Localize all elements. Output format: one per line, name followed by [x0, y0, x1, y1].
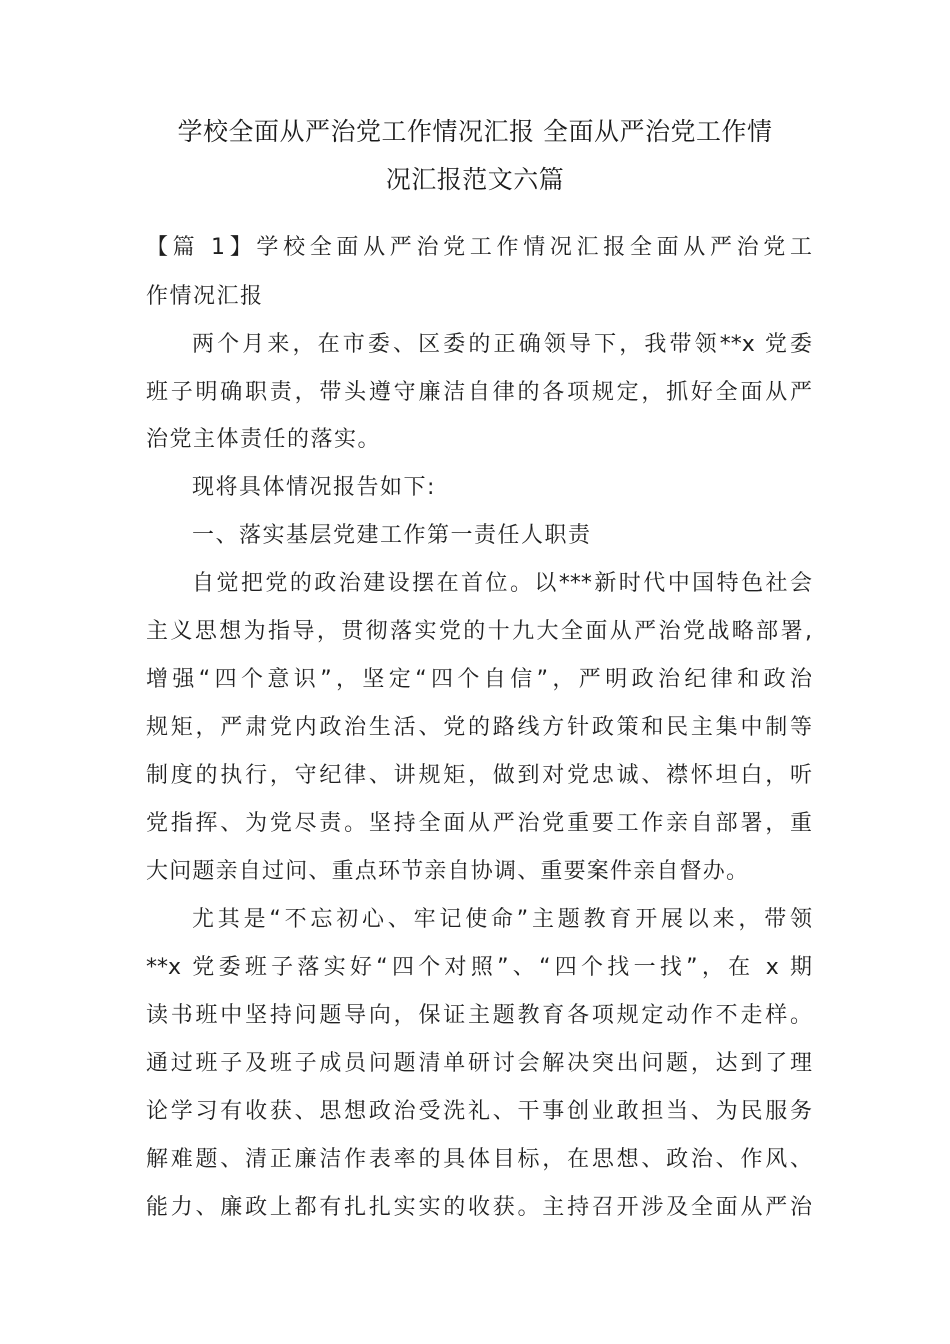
paragraph-3-line-3: 增强“四个意识”，坚定“四个自信”，严明政治纪律和政治	[146, 667, 812, 692]
heading-article-1-line-2: 作情况汇报	[146, 284, 264, 309]
paragraph-4-line-2: **x 党委班子落实好“四个对照”、“四个找一找”，在 x 期	[146, 955, 812, 980]
section-heading-1: 一、落实基层党建工作第一责任人职责	[192, 523, 592, 548]
paragraph-1-line-3: 治党主体责任的落实。	[146, 427, 382, 452]
paragraph-3-line-4: 规矩，严肃党内政治生活、党的路线方针政策和民主集中制等	[146, 715, 812, 740]
paragraph-2-line-1: 现将具体情况报告如下:	[192, 475, 436, 500]
paragraph-1-line-1: 两个月来，在市委、区委的正确领导下，我带领**x 党委	[192, 332, 812, 357]
paragraph-4-line-1: 尤其是“不忘初心、牢记使命”主题教育开展以来，带领	[192, 907, 812, 932]
paragraph-3-line-6: 党指挥、为党尽责。坚持全面从严治党重要工作亲自部署，重	[146, 811, 812, 836]
paragraph-4-line-3: 读书班中坚持问题导向，保证主题教育各项规定动作不走样。	[146, 1003, 812, 1028]
paragraph-4-line-4: 通过班子及班子成员问题清单研讨会解决突出问题，达到了理	[146, 1051, 812, 1076]
paragraph-4-line-7: 能力、廉政上都有扎扎实实的收获。主持召开涉及全面从严治	[146, 1195, 812, 1220]
document-title-line-2: 况汇报范文六篇	[385, 165, 565, 194]
paragraph-3-line-2: 主义思想为指导，贯彻落实党的十九大全面从严治党战略部署,	[146, 619, 812, 644]
paragraph-4-line-5: 论学习有收获、思想政治受洗礼、干事创业敢担当、为民服务	[146, 1099, 812, 1124]
paragraph-3-line-7: 大问题亲自过问、重点环节亲自协调、重要案件亲自督办。	[146, 859, 750, 884]
paragraph-3-line-5: 制度的执行，守纪律、讲规矩，做到对党忠诚、襟怀坦白，听	[146, 763, 812, 788]
paragraph-1-line-2: 班子明确职责，带头遵守廉洁自律的各项规定，抓好全面从严	[146, 380, 812, 405]
heading-article-1-line-1: 【篇 1】学校全面从严治党工作情况汇报全面从严治党工	[146, 235, 812, 260]
paragraph-3-line-1: 自觉把党的政治建设摆在首位。以***新时代中国特色社会	[192, 571, 812, 596]
paragraph-4-line-6: 解难题、清正廉洁作表率的具体目标，在思想、政治、作风、	[146, 1147, 812, 1172]
document-title-line-1: 学校全面从严治党工作情况汇报 全面从严治党工作情	[177, 117, 773, 146]
